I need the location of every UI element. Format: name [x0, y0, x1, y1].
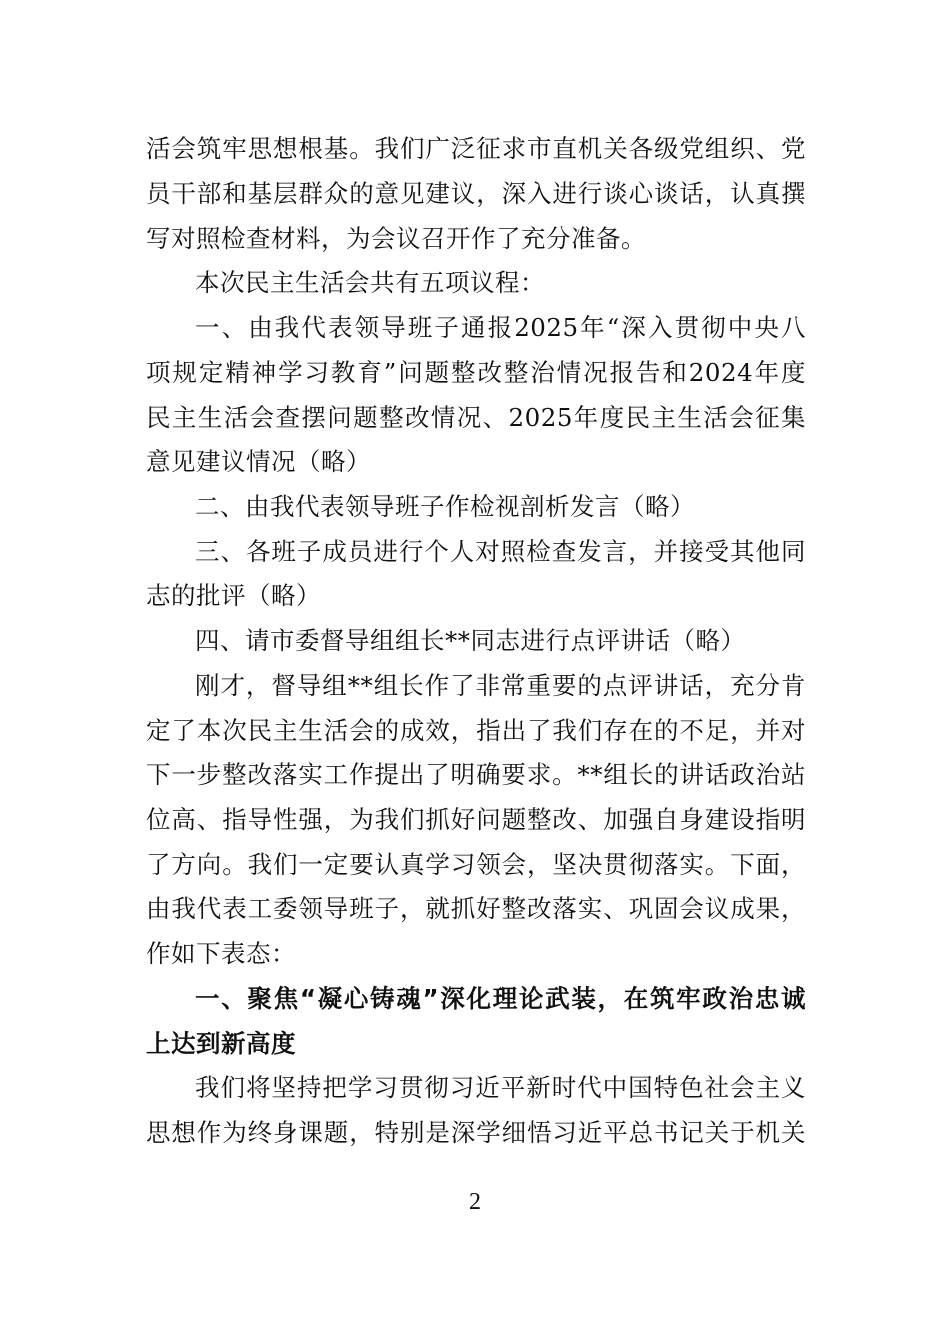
body-text-line: 刚才，督导组**组长作了非常重要的点评讲话，充分肯	[195, 671, 806, 700]
body-text-line: 员干部和基层群众的意见建议，深入进行谈心谈话，认真撰	[146, 179, 806, 208]
body-text-line: 了方向。我们一定要认真学习领会，坚决贯彻落实。下面，	[146, 850, 806, 879]
agenda-item-2: 二、由我代表领导班子作检视剖析发言（略）	[195, 492, 695, 521]
body-text-line: 位高、指导性强，为我们抓好问题整改、加强自身建设指明	[146, 805, 806, 834]
page-number: 2	[469, 1189, 481, 1215]
body-text-line: 由我代表工委领导班子，就抓好整改落实、巩固会议成果，	[146, 894, 806, 923]
body-text-line: 意见建议情况（略）	[146, 447, 371, 476]
body-text-line: 思想作为终身课题，特别是深学细悟习近平总书记关于机关	[146, 1118, 806, 1147]
section-heading: 上达到新高度	[146, 1029, 296, 1058]
body-text-line: 作如下表态：	[146, 939, 296, 968]
body-text-line: 我们将坚持把学习贯彻习近平新时代中国特色社会主义	[195, 1073, 806, 1102]
agenda-item-4: 四、请市委督导组组长**同志进行点评讲话（略）	[195, 626, 746, 655]
body-text-line: 活会筑牢思想根基。我们广泛征求市直机关各级党组织、党	[146, 134, 806, 163]
body-text-line: 项规定精神学习教育”问题整改整治情况报告和2024年度	[146, 358, 806, 387]
agenda-item-3: 三、各班子成员进行个人对照检查发言，并接受其他同	[195, 537, 806, 566]
agenda-intro: 本次民主生活会共有五项议程：	[195, 268, 545, 297]
body-text-line: 定了本次民主生活会的成效，指出了我们存在的不足，并对	[146, 716, 806, 745]
agenda-item-1: 一、由我代表领导班子通报2025年“深入贯彻中央八	[195, 313, 806, 342]
body-text-line: 下一步整改落实工作提出了明确要求。**组长的讲话政治站	[146, 760, 806, 789]
body-text-line: 写对照检查材料，为会议召开作了充分准备。	[146, 224, 646, 253]
section-heading: 一、聚焦“凝心铸魂”深化理论武装，在筑牢政治忠诚	[195, 984, 806, 1013]
body-text-line: 民主生活会查摆问题整改情况、2025年度民主生活会征集	[146, 403, 806, 432]
body-text-line: 志的批评（略）	[146, 581, 321, 610]
